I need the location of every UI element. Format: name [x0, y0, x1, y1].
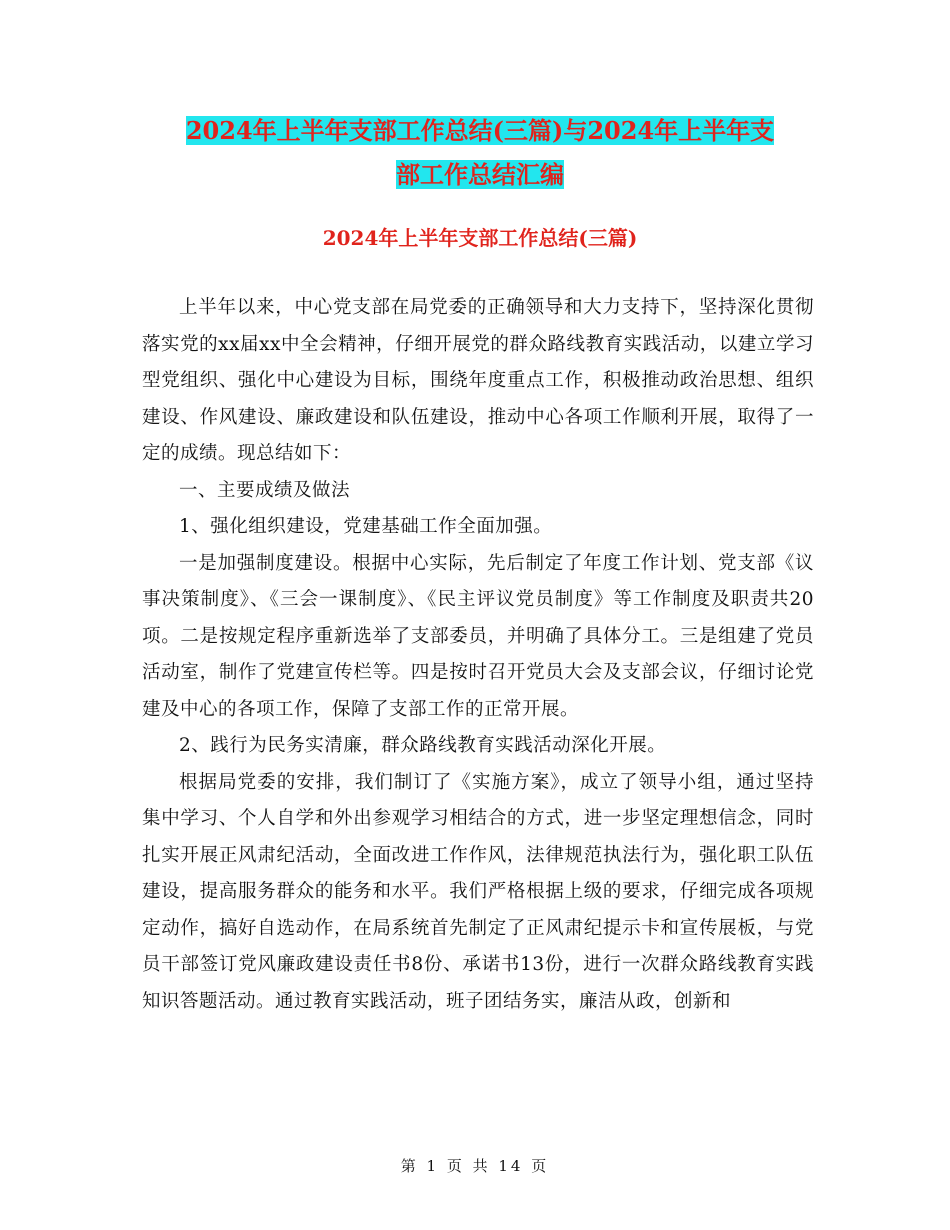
- document-body: [142, 290, 814, 1020]
- page-footer: 第 1 页 共 14 页: [400, 1157, 550, 1175]
- paragraph: 上半年以来，中心党支部在局党委的正确领导和大力支持下，坚持深化贯彻落实党的xx届xx中全会精神，仔细开展党的群众路线教育实践活动，以建立学习型党组织、强化中心建设为目标，围绕年度重点工作，积极推动政治思想、组织建设、作风建设、廉政建设和队伍建设，推动中心各项工作顺利开展，取得了一定的成绩。现总结如下：: [142, 297, 814, 464]
- paragraph: 2、践行为民务实清廉，群众路线教育实践活动深化开展。: [179, 735, 667, 756]
- title-highlight-2: 部工作总结汇编: [396, 160, 564, 189]
- paragraph: 1、强化组织建设，党建基础工作全面加强。: [179, 516, 553, 537]
- paragraph: 一是加强制度建设。根据中心实际，先后制定了年度工作计划、党支部《议事决策制度》、《三会一课制度》、《民主评议党员制度》等工作制度及职责共20项。二是按规定程序重新选举了支部委员，并明确了具体分工。三是组建了党员活动室，制作了党建宣传栏等。四是按时召开党员大会及支部会议，仔细讨论党建及中心的各项工作，保障了支部工作的正常开展。: [142, 552, 814, 720]
- paragraph: 根据局党委的安排，我们制订了《实施方案》，成立了领导小组，通过坚持集中学习、个人自学和外出参观学习相结合的方式，进一步坚定理想信念，同时扎实开展正风肃纪活动，全面改进工作作风，法律规范执法行为，强化职工队伍建设，提高服务群众的能务和水平。我们严格根据上级的要求，仔细完成各项规定动作，搞好自选动作，在局系统首先制定了正风肃纪提示卡和宣传展板，与党员干部签订党风廉政建设责任书8份、承诺书13份，进行一次群众路线教育实践知识答题活动。通过教育实践活动，班子团结务实，廉洁从政，创新和: [142, 771, 814, 1012]
- title-highlight-1: 2024年上半年支部工作总结(三篇)与2024年上半年支: [185, 116, 775, 145]
- document-title-line2: [140, 152, 820, 198]
- section-title: 2024年上半年支部工作总结(三篇): [322, 226, 638, 250]
- paragraph: 一、主要成绩及做法: [179, 479, 351, 501]
- document-title-line1: [140, 108, 820, 154]
